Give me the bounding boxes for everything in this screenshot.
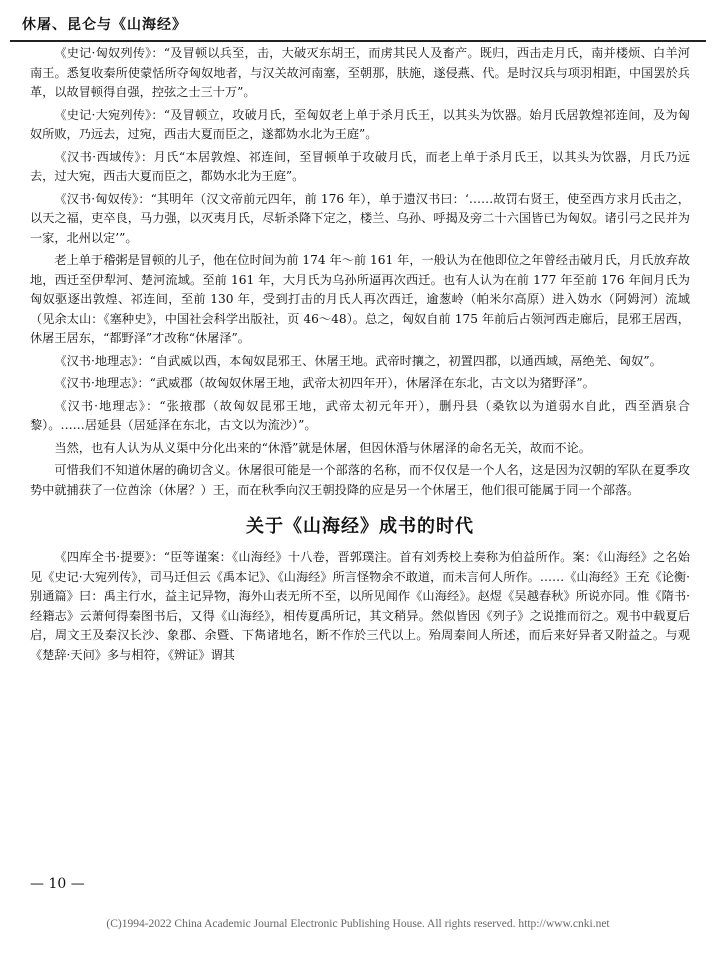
page-number: — 10 — bbox=[30, 876, 85, 892]
paragraph: 《汉书·地理志》：“自武威以西，本匈奴昆邪王、休屠王地。武帝时攘之，初置四郡，以通西域，鬲绝羌、匈奴”。 bbox=[54, 353, 662, 368]
running-title: 休屠、昆仑与《山海经》 bbox=[22, 17, 187, 33]
paragraph: 《汉书·匈奴传》：“其明年（汉文帝前元四年，前 176 年），单于遗汉书曰：‘……故罚右贤王，使至西方求月氏击之，以天之福，吏卒良，马力强，以灭夷月氏，尽斩杀降下定之，楼兰、乌孙、呼揭及旁二十六国皆已为匈奴。诸引弓之民并为一家，北州以定’”。 bbox=[30, 191, 690, 245]
paragraph: 《汉书·地理志》：“武威郡（故匈奴休屠王地，武帝太初四年开），休屠泽在东北，古文以为猪野泽”。 bbox=[54, 376, 595, 390]
paragraph: 《汉书·地理志》：“张掖郡（故匈奴昆邪王地，武帝太初元年开），删丹县（桑钦以为道弱水自此，西至酒泉合黎）。……居延县（居延泽在东北，古文以为流沙）”。 bbox=[30, 398, 690, 432]
paragraph: 《汉书·西域传》：月氏“本居敦煌、祁连间，至冒顿单于攻破月氏，而老上单于杀月氏王，以其头为饮器，月氏乃远去，过大宛，西击大夏而臣之，都妫水北为王庭”。 bbox=[30, 149, 690, 183]
paragraph: 可惜我们不知道休屠的确切含义。休屠很可能是一个部落的名称，而不仅仅是一个人名，这是因为汉朝的军队在夏季攻势中就捕获了一位酋涂（休屠？）王，而在秋季向汉王朝投降的应是另一个休屠王，他们很可能属于同一个部落。 bbox=[30, 463, 690, 497]
paragraph: 《史记·匈奴列传》：“及冒顿以兵至，击，大破灭东胡王，而虏其民人及畜产。既归，西击走月氏，南并楼烦、白羊河南王。悉复收秦所使蒙恬所夺匈奴地者，与汉关故河南塞，至朝那，肤施，遂侵燕、代。是时汉兵与项羽相距，中国罢於兵革，以故冒顿得自强，控弦之士三十万”。 bbox=[30, 46, 690, 99]
section-heading: 关于《山海经》成书的时代 bbox=[246, 516, 474, 537]
paragraph: 当然，也有人认为从义渠中分化出来的“休涽”就是休屠，但因休涽与休屠泽的命名无关，故而不论。 bbox=[54, 440, 591, 455]
article-body bbox=[30, 44, 690, 668]
copyright-footer: (C)1994-2022 China Academic Journal Electronic Publishing House. All rights reserved. http://www.cnki.net bbox=[106, 918, 610, 930]
paragraph: 《史记·大宛列传》：“及冒顿立，攻破月氏，至匈奴老上单于杀月氏王，以其头为饮器。始月氏居敦煌祁连间，及为匈奴所败，乃远去，过宛，西击大夏而臣之，遂都妫水北为王庭”。 bbox=[30, 107, 690, 141]
page-header bbox=[10, 10, 706, 42]
section-paragraph: 《四库全书·提要》：“臣等谨案：《山海经》十八卷，晋郭璞注。首有刘秀校上奏称为伯益所作。案：《山海经》之名始见《史记·大宛列传》，司马迁但云《禹本记》、《山海经》所言怪物余不敢道，而未言何人所作。……《山海经》王充《论衡·别通篇》曰：禹主行水，益主记异物，海外山表无所不至，以所见闻作《山海经》。赵煜《吴越春秋》所说亦同。惟《隋书·经籍志》云萧何得秦图书后，又得《山海经》，相传夏禹所记，其文稍异。然似皆因《列子》之说推而衍之。观书中载夏后启，周文王及秦汉长沙、象郡、余暨、下雋诸地名，断不作於三代以上。殆周秦间人所述，而后来好异者又附益之。与观《楚辞·天问》多与相符，《辨证》谓其 bbox=[30, 550, 690, 662]
paragraph: 老上单于稽粥是冒顿的儿子，他在位时间为前 174 年～前 161 年，一般认为在他即位之年曾经击破月氏，月氏放弃故地，西迁至伊犁河、楚河流域。至前 161 年，大月氏为乌孙所逼再次西迁。也有人认为在前 177 年至前 176 年间月氏为匈奴驱逐出敦煌、祁连间，至前 130 年，受到打击的月氏人再次西迁，逾葱岭（帕米尔高原）进入妫水（阿姆河）流域（见余太山：《塞种史》，中国社会科学出版社，页 46～48）。总之，匈奴自前 175 年前后占领河西走廊后，昆邪王居西，休屠王居东，“都野泽”才改称“休屠泽”。 bbox=[30, 253, 690, 345]
